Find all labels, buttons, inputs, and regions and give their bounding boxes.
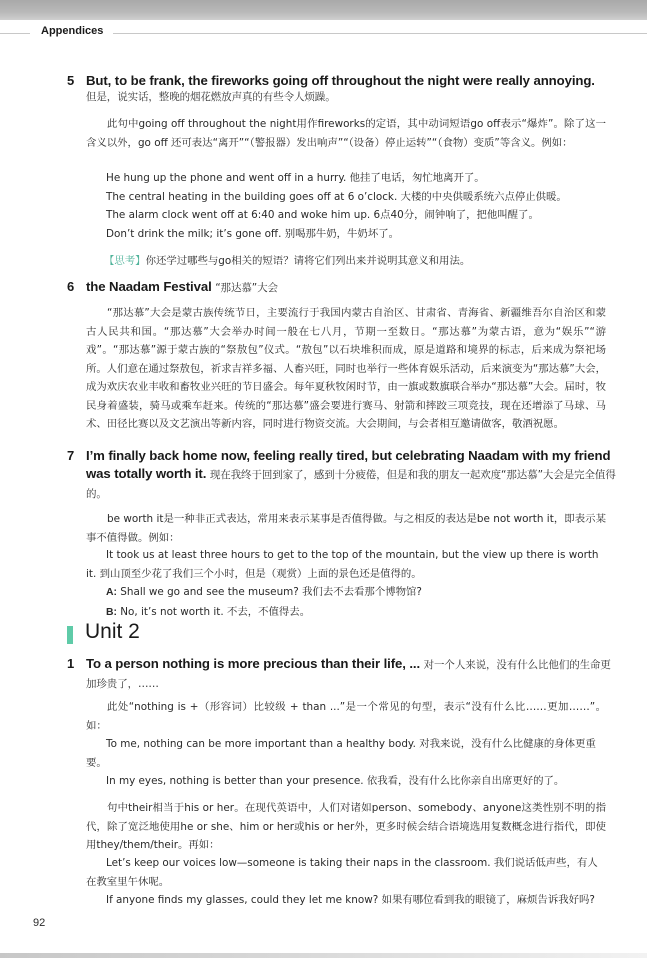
speaker-label: B: bbox=[106, 607, 117, 618]
item-number: 7 bbox=[67, 448, 75, 463]
header-rule-right bbox=[113, 33, 647, 34]
running-header: Appendices bbox=[41, 25, 104, 37]
scan-top-edge bbox=[0, 0, 647, 20]
item-heading bbox=[86, 447, 616, 503]
think-label: 【思考】 bbox=[104, 255, 146, 267]
item-heading-cn: 对一个人来说，没有什么比他们的生命更加珍贵了，…… bbox=[86, 659, 611, 690]
example-sentence: If anyone finds my glasses, could they let me know? 如果有哪位看到我的眼镜了，麻烦告诉我好吗? bbox=[106, 894, 595, 906]
page-number: 92 bbox=[33, 917, 46, 929]
dialogue-text: No, it’s not worth it. 不去，不值得去。 bbox=[116, 606, 311, 618]
item-number: 1 bbox=[67, 656, 75, 671]
unit-title: Unit 2 bbox=[85, 620, 140, 643]
item-number: 6 bbox=[67, 279, 75, 294]
scan-bottom-edge bbox=[0, 953, 647, 958]
item-heading bbox=[86, 278, 616, 297]
example-sentence: The central heating in the building goes off at 6 o’clock. 大楼的中央供暖系统六点停止供暖。 bbox=[106, 191, 567, 203]
item-heading-cn: 现在我终于回到家了，感到十分疲倦，但是和我的朋友一起欢度“那达慕”大会是完全值得的。 bbox=[86, 469, 616, 500]
dialogue-text: Shall we go and see the museum? 我们去不去看那个博物馆? bbox=[116, 586, 422, 598]
dialogue-line-a bbox=[106, 583, 606, 603]
example-sentence: He hung up the phone and went off in a hurry. 他挂了电话，匆忙地离开了。 bbox=[106, 172, 485, 184]
example-sentence: In my eyes, nothing is better than your presence. 依我看，没有什么比你亲自出席更好的了。 bbox=[106, 775, 565, 787]
example-sentence: To me, nothing can be more important than a healthy body. 对我来说，没有什么比健康的身体更重要。 bbox=[86, 738, 596, 769]
example-sentence: The alarm clock went off at 6:40 and woke him up. 6点40分，闹钟响了，把他叫醒了。 bbox=[106, 209, 539, 221]
example-sentence: It took us at least three hours to get to the top of the mountain, but the view up there is worth it. 到山顶至少花了我们三个小时，但是（观赏）上面的景色还是值得的。 bbox=[86, 549, 599, 580]
explanation-paragraph: 此处“nothing is +（形容词）比较级 + than ...”是一个常见的句型，表示“没有什么比……更加……”。如： bbox=[86, 701, 606, 732]
item-heading-en: But, to be frank, the fireworks going off throughout the night were really annoying. bbox=[86, 73, 595, 88]
example-sentence: Don’t drink the milk; it’s gone off. 别喝那牛奶，牛奶坏了。 bbox=[106, 228, 399, 240]
header-rule-left bbox=[0, 33, 30, 34]
dialogue-line-b bbox=[106, 603, 606, 623]
explanation-paragraph: 句中their相当于his or her。在现代英语中，人们对诸如person、somebody、anyone这类性别不明的指代，除了宽泛地使用he or she、him or her或his or her外，更多时候会结合语境选用复数概念进行指代，即使用they/them/their。再如： bbox=[86, 802, 606, 851]
item-heading-en: To a person nothing is more precious than their life, ... bbox=[86, 656, 421, 671]
item-heading-en: the Naadam Festival bbox=[86, 279, 212, 294]
think-text: 你还学过哪些与go相关的短语？请将它们列出来并说明其意义和用法。 bbox=[145, 255, 471, 267]
explanation-paragraph: be worth it是一种非正式表达，常用来表示某事是否值得做。与之相反的表达是be not worth it，即表示某事不值得做。例如： bbox=[86, 513, 606, 544]
item-number: 5 bbox=[67, 73, 75, 88]
item-heading-cn: “那达慕”大会 bbox=[215, 282, 278, 294]
item-heading bbox=[86, 655, 616, 693]
explanation-paragraph: 此句中going off throughout the night用作fireworks的定语，其中动词短语go off表示“爆炸”。除了这一含义以外，go off 还可表达“离开”“（警报器）发出响声”“（设备）停止运转”“（食物）变质”等含义。例如： bbox=[86, 118, 606, 149]
think-prompt bbox=[104, 252, 470, 267]
item-heading bbox=[86, 72, 616, 106]
example-sentence: Let’s keep our voices low—someone is taking their naps in the classroom. 我们说话低声些，有人在教室里午休呢。 bbox=[86, 857, 598, 888]
item-heading-en: I’m finally back home now, feeling really tired, but celebrating Naadam with my friend was totally worth it. bbox=[86, 448, 611, 481]
explanation-paragraph: “那达慕”大会是蒙古族传统节日，主要流行于我国内蒙古自治区、甘肃省、青海省、新疆维吾尔自治区和蒙古人民共和国。“那达慕”大会举办时间一般在七八月，节期一至数日。“那达慕”为蒙古语，意为“娱乐”“游戏”。“那达慕”源于蒙古族的“祭敖包”仪式。“敖包”以石块堆积而成，原是道路和境界的标志，后来成为祭祀场所。人们意在通过祭敖包，祈求吉祥多福、人畜兴旺，同时也举行一些体育娱乐活动，后来演变为“那达慕”大会，成为欢庆农业丰收和畜牧业兴旺的节日盛会。每年夏秋牧闲时节，由一旗或数旗联合举办“那达慕”大会。届时，牧民身着盛装，骑马或乘车赶来。传统的“那达慕”盛会要进行赛马、射箭和摔跤三项竞技，现在还增添了马球、马术、田径比赛以及文艺演出等新内容，同时进行物资交流。大会期间，与会者相互邀请做客，敬酒祝愿。 bbox=[86, 307, 606, 430]
speaker-label: A: bbox=[106, 587, 117, 598]
unit-accent-bar bbox=[67, 626, 73, 644]
item-heading-cn: 但是，说实话，整晚的烟花燃放声真的有些令人烦躁。 bbox=[86, 91, 336, 103]
